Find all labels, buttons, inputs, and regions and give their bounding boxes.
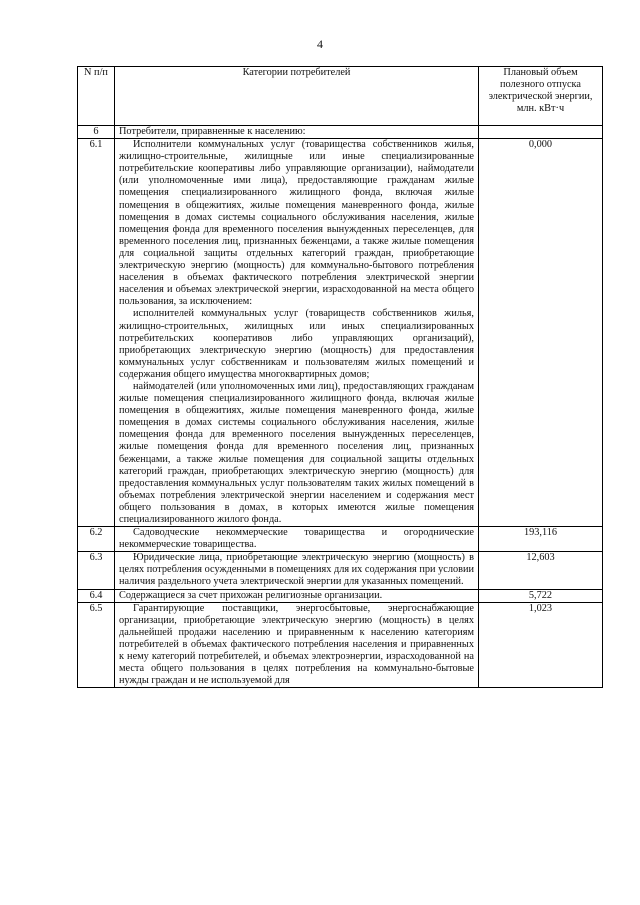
page-number: 4	[317, 37, 323, 51]
row-num: 6	[78, 126, 115, 139]
row-value: 193,116	[479, 527, 603, 552]
row-value: 1,023	[479, 602, 603, 688]
header-num: N п/п	[78, 67, 115, 126]
header-volume: Плановый объем полезного отпуска электрической энергии, млн. кВт·ч	[479, 67, 603, 126]
row-paragraph: Исполнители коммунальных услуг (товарищества собственников жилья, жилищно-строительные, жилищные или иные специализированные потребительские кооперативы либо управляющие организации), наймодатели (или уполномоченные ими лица), предоставляющие гражданам жилые помещения специализированного жилищного фонда, включая жилые помещения в общежитиях, жилые помещения маневренного фонда, жилые помещения в домах системы социального обслуживания населения, жилые помещения фонда для временного поселения вынужденных переселенцев, для временного поселения лиц, признанных беженцами, а также жилые помещения для социальной защиты отдельных категорий граждан, приобретающие электрическую энергию (мощность) для коммунально-бытового потребления населения в объемах фактического потребления электрической энергии населения и объемах электрической энергии, израсходованной на места общего пользования, за исключением:	[119, 139, 474, 308]
row-num: 6.4	[78, 589, 115, 602]
row-paragraph: Потребители, приравненные к населению:	[119, 126, 306, 137]
table-row	[78, 602, 603, 688]
row-paragraph: Садоводческие некоммерческие товарищества и огороднические некоммерческие товарищества.	[119, 527, 474, 551]
table-row	[78, 552, 603, 589]
consumer-categories-table	[77, 66, 603, 688]
table-header-row	[78, 67, 603, 126]
table-row	[78, 527, 603, 552]
row-category	[115, 139, 479, 527]
row-value: 12,603	[479, 552, 603, 589]
row-paragraph: исполнителей коммунальных услуг (товариществ собственников жилья, жилищно-строительных, жилищных или иных специализированных потребительских кооперативов либо управляющих организаций), приобретающих электрическую энергию (мощность) для предоставления коммунальных услуг собственникам и пользователям жилых помещений и содержания общего имущества многоквартирных домов;	[119, 308, 474, 380]
row-value: 0,000	[479, 139, 603, 527]
table-row	[78, 126, 603, 139]
row-category	[115, 126, 479, 139]
row-num: 6.2	[78, 527, 115, 552]
table-row	[78, 139, 603, 527]
row-category	[115, 552, 479, 589]
row-paragraph: наймодателей (или уполномоченных ими лиц), предоставляющих гражданам жилые помещения специализированного жилищного фонда, включая жилые помещения в общежитиях, жилые помещения маневренного фонда, жилые помещения в домах системы социального обслуживания населения, жилые помещения фонда для временного поселения вынужденных переселенцев, жилые помещения фонда для временного поселения лиц, признанных беженцами, а также жилые помещения для социальной защиты отдельных категорий граждан, приобретающих электрическую энергию (мощность) для предоставления коммунальных услуг пользователям таких жилых помещений в объемах потребления электрической энергии населением и содержания мест общего пользования в домах, в которых имеются жилые помещения специализированного жилого фонда.	[119, 380, 474, 525]
row-paragraph: Содержащиеся за счет прихожан религиозные организации.	[119, 589, 383, 601]
row-category	[115, 589, 479, 602]
row-category	[115, 527, 479, 552]
row-value	[479, 126, 603, 139]
row-num: 6.3	[78, 552, 115, 589]
row-num: 6.5	[78, 602, 115, 688]
row-value: 5,722	[479, 589, 603, 602]
row-paragraph: Юридические лица, приобретающие электрическую энергию (мощность) в целях потребления осужденными в помещениях для их содержания при условии наличия раздельного учета электрической энергии для указанных помещений.	[119, 552, 474, 588]
table-row	[78, 589, 603, 602]
row-category	[115, 602, 479, 688]
row-paragraph: Гарантирующие поставщики, энергосбытовые, энергоснабжающие организации, приобретающие электрическую энергию (мощность) в целях дальнейшей продажи населению и приравненным к населению категориям потребителей в объемах фактического потребления населения и приравненных к нему категорий потребителей, и объемах электроэнергии, израсходованной на места общего пользования в целях потребления на коммунально-бытовые нужды граждан и не используемой для	[119, 602, 474, 687]
header-category: Категории потребителей	[115, 67, 479, 126]
row-num: 6.1	[78, 139, 115, 527]
